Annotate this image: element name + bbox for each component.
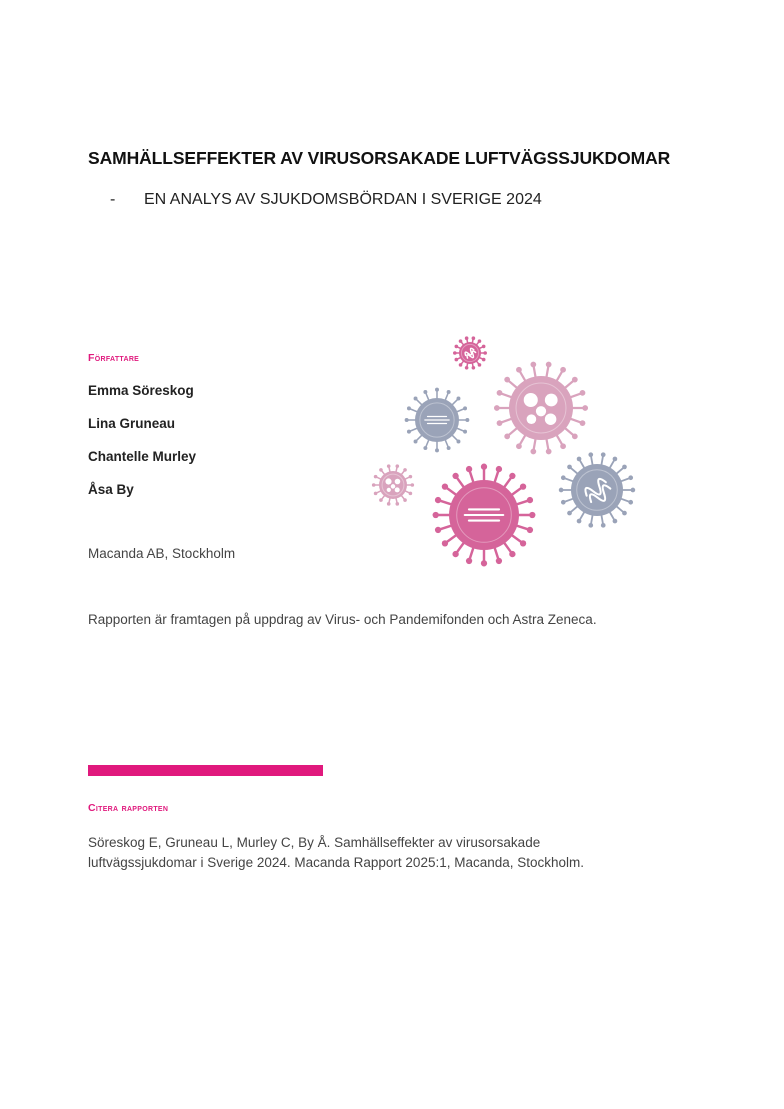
small-pink-virus-icon — [453, 336, 487, 369]
report-title: SAMHÄLLSEFFEKTER AV VIRUSORSAKADE LUFTVÄGSSJUKDOMAR — [88, 148, 671, 168]
organization: Macanda AB, Stockholm — [88, 546, 236, 561]
report-subtitle — [110, 191, 542, 209]
large-pink-virus-icon — [433, 464, 536, 567]
commission-statement: Rapporten är framtagen på uppdrag av Virus- och Pandemifonden och Astra Zeneca. — [88, 612, 597, 627]
virus-illustration-icon — [360, 330, 650, 580]
author-name: Åsa By — [88, 482, 134, 497]
author-name: Emma Söreskog — [88, 383, 194, 398]
citation-heading: Citera rapporten — [88, 802, 169, 814]
subtitle-dash: - — [110, 191, 116, 208]
small-light-pink-virus-icon — [372, 464, 414, 505]
author-name: Chantelle Murley — [88, 449, 197, 464]
grey-virus-icon — [405, 388, 470, 453]
author-name: Lina Gruneau — [88, 416, 176, 431]
citation-text: Söreskog E, Gruneau L, Murley C, By Å. Samhällseffekter av virusorsakade luftvägssjukdomar i Sverige 2024. Macanda Rapport 2025:1, Macanda, Stockholm. — [88, 835, 585, 870]
accent-bar — [88, 765, 323, 776]
authors-heading: Författare — [88, 352, 140, 364]
grey-squiggle-virus-icon — [559, 452, 635, 527]
subtitle-text: EN ANALYS AV SJUKDOMSBÖRDAN I SVERIGE 2024 — [144, 191, 542, 208]
large-light-pink-virus-icon — [494, 362, 588, 455]
